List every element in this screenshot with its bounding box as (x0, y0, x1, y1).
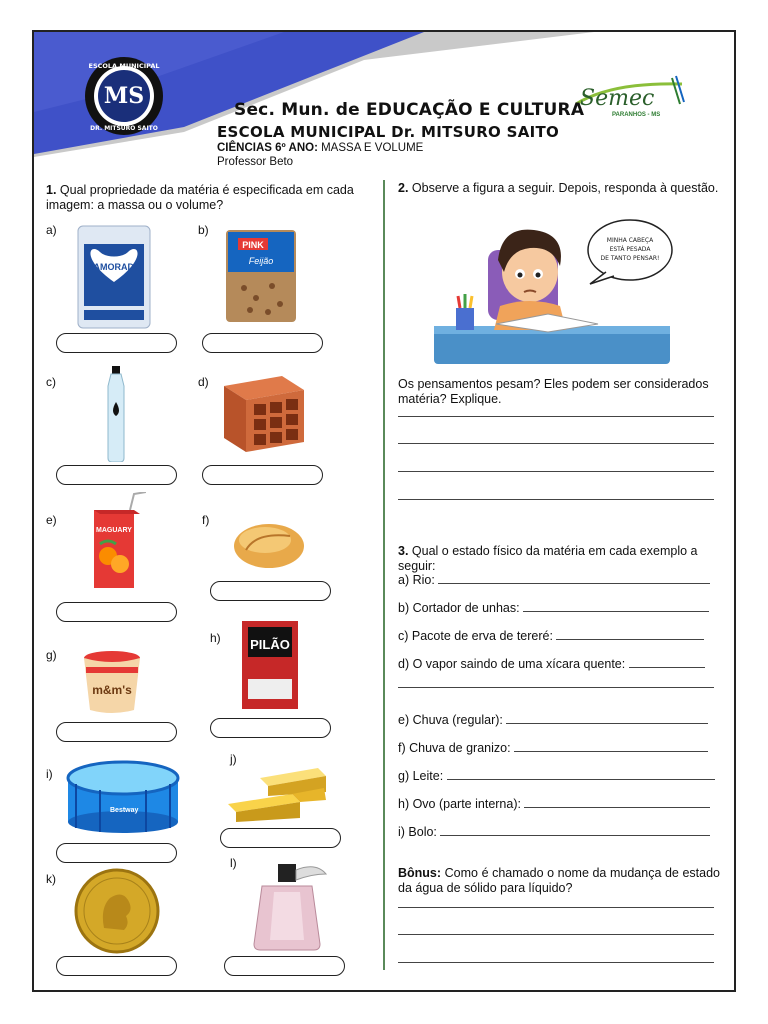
worksheet-page (32, 30, 736, 992)
q3-item-d: d) O vapor saindo de uma xícara quente: (398, 657, 705, 671)
bonus-prompt: Bônus: Como é chamado o nome da mudança de estado da água de sólido para líquido? (398, 866, 720, 895)
q2-answer-line-2[interactable] (398, 443, 714, 444)
q3-answer-g[interactable] (447, 769, 715, 780)
q3-prompt: 3. Qual o estado físico da matéria em cada exemplo a seguir: (398, 544, 698, 573)
brick-image (222, 374, 306, 454)
item-j-letter: j) (230, 752, 237, 766)
header-line1: Sec. Mun. de EDUCAÇÃO E CULTURA (234, 100, 585, 120)
beans-bag-image (224, 228, 298, 324)
coffee-package-image (240, 619, 300, 711)
answer-box-f[interactable] (210, 581, 331, 601)
gold-bars-image (226, 760, 330, 824)
semec-logo: Semec PARANHOS - MS (572, 74, 692, 122)
water-bottle-image (100, 366, 132, 462)
item-c-letter: c) (46, 375, 56, 389)
svg-text:ESTÁ PESADA: ESTÁ PESADA (609, 246, 651, 253)
svg-text:m&m's: m&m's (92, 683, 132, 697)
bread-roll-image (232, 518, 306, 572)
bonus-answer-line-1[interactable] (398, 907, 714, 908)
q3-answer-i[interactable] (440, 825, 710, 836)
q3-item-h: h) Ovo (parte interna): (398, 797, 710, 811)
column-divider (383, 180, 385, 970)
item-e-letter: e) (46, 513, 57, 527)
svg-text:Bestway: Bestway (110, 807, 139, 814)
answer-box-a[interactable] (56, 333, 177, 353)
q2-answer-line-4[interactable] (398, 499, 714, 500)
answer-box-h[interactable] (210, 718, 331, 738)
perfume-bottle-image (252, 862, 330, 952)
svg-text:MINHA CABEÇA: MINHA CABEÇA (606, 237, 654, 244)
q3-item-e: e) Chuva (regular): (398, 713, 708, 727)
svg-text:DE TANTO PENSAR!: DE TANTO PENSAR! (600, 255, 660, 262)
q3-answer-d-line-2[interactable] (398, 687, 714, 688)
svg-text:ESCOLA MUNICIPAL: ESCOLA MUNICIPAL (88, 62, 160, 70)
ice-cream-tub-image (82, 650, 142, 714)
item-i-letter: i) (46, 767, 53, 781)
q2-answer-line-3[interactable] (398, 471, 714, 472)
q3-item-g: g) Leite: (398, 769, 715, 783)
item-h-letter: h) (210, 631, 221, 645)
answer-box-g[interactable] (56, 722, 177, 742)
svg-text:Feijão: Feijão (248, 256, 274, 266)
gold-coin-image (74, 868, 160, 954)
svg-text:MAGUARY: MAGUARY (96, 527, 132, 534)
school-logo (84, 56, 164, 136)
q2-answer-line-1[interactable] (398, 416, 714, 417)
answer-box-k[interactable] (56, 956, 177, 976)
juice-box-image (90, 492, 146, 592)
q3-answer-a[interactable] (438, 573, 710, 584)
q3-answer-c[interactable] (556, 629, 704, 640)
pool-image (64, 758, 182, 834)
item-g-letter: g) (46, 648, 57, 662)
svg-text:PILÃO: PILÃO (250, 637, 290, 652)
answer-box-c[interactable] (56, 465, 177, 485)
q3-answer-e[interactable] (506, 713, 708, 724)
answer-box-j[interactable] (220, 828, 341, 848)
answer-box-l[interactable] (224, 956, 345, 976)
svg-text:NAMORADO: NAMORADO (87, 262, 141, 272)
svg-text:PINK: PINK (242, 240, 264, 250)
svg-text:MS: MS (103, 83, 145, 109)
item-f-letter: f) (202, 513, 210, 527)
thinking-girl-illustration (430, 214, 674, 368)
q3-item-c: c) Pacote de erva de tereré: (398, 629, 704, 643)
teacher-name: Professor Beto (217, 156, 294, 168)
q2-question: Os pensamentos pesam? Eles podem ser considerados matéria? Explique. (398, 377, 709, 406)
course-line: CIÊNCIAS 6º ANO: MASSA E VOLUME (217, 142, 424, 154)
answer-box-i[interactable] (56, 843, 177, 863)
svg-text:DR. MITSURO SAITO: DR. MITSURO SAITO (90, 125, 158, 132)
q3-answer-d[interactable] (629, 657, 705, 668)
answer-box-b[interactable] (202, 333, 323, 353)
item-d-letter: d) (198, 375, 209, 389)
q3-item-a: a) Rio: (398, 573, 710, 587)
bonus-answer-line-3[interactable] (398, 962, 714, 963)
item-k-letter: k) (46, 872, 56, 886)
q3-item-i: i) Bolo: (398, 825, 710, 839)
bonus-answer-line-2[interactable] (398, 934, 714, 935)
item-a-letter: a) (46, 223, 57, 237)
q3-item-b: b) Cortador de unhas: (398, 601, 709, 615)
item-l-letter: l) (230, 856, 237, 870)
answer-box-e[interactable] (56, 602, 177, 622)
item-b-letter: b) (198, 223, 209, 237)
q2-prompt: 2. Observe a figura a seguir. Depois, responda à questão. (398, 181, 719, 195)
sugar-bag-image (76, 222, 152, 330)
q3-item-f: f) Chuva de granizo: (398, 741, 708, 755)
q3-answer-b[interactable] (523, 601, 709, 612)
q3-answer-f[interactable] (514, 741, 708, 752)
q1-prompt: 1. Qual propriedade da matéria é especificada em cada imagem: a massa ou o volume? (46, 183, 354, 212)
answer-box-d[interactable] (202, 465, 323, 485)
q3-answer-h[interactable] (524, 797, 710, 808)
header-line2: ESCOLA MUNICIPAL Dr. MITSURO SAITO (217, 123, 560, 141)
